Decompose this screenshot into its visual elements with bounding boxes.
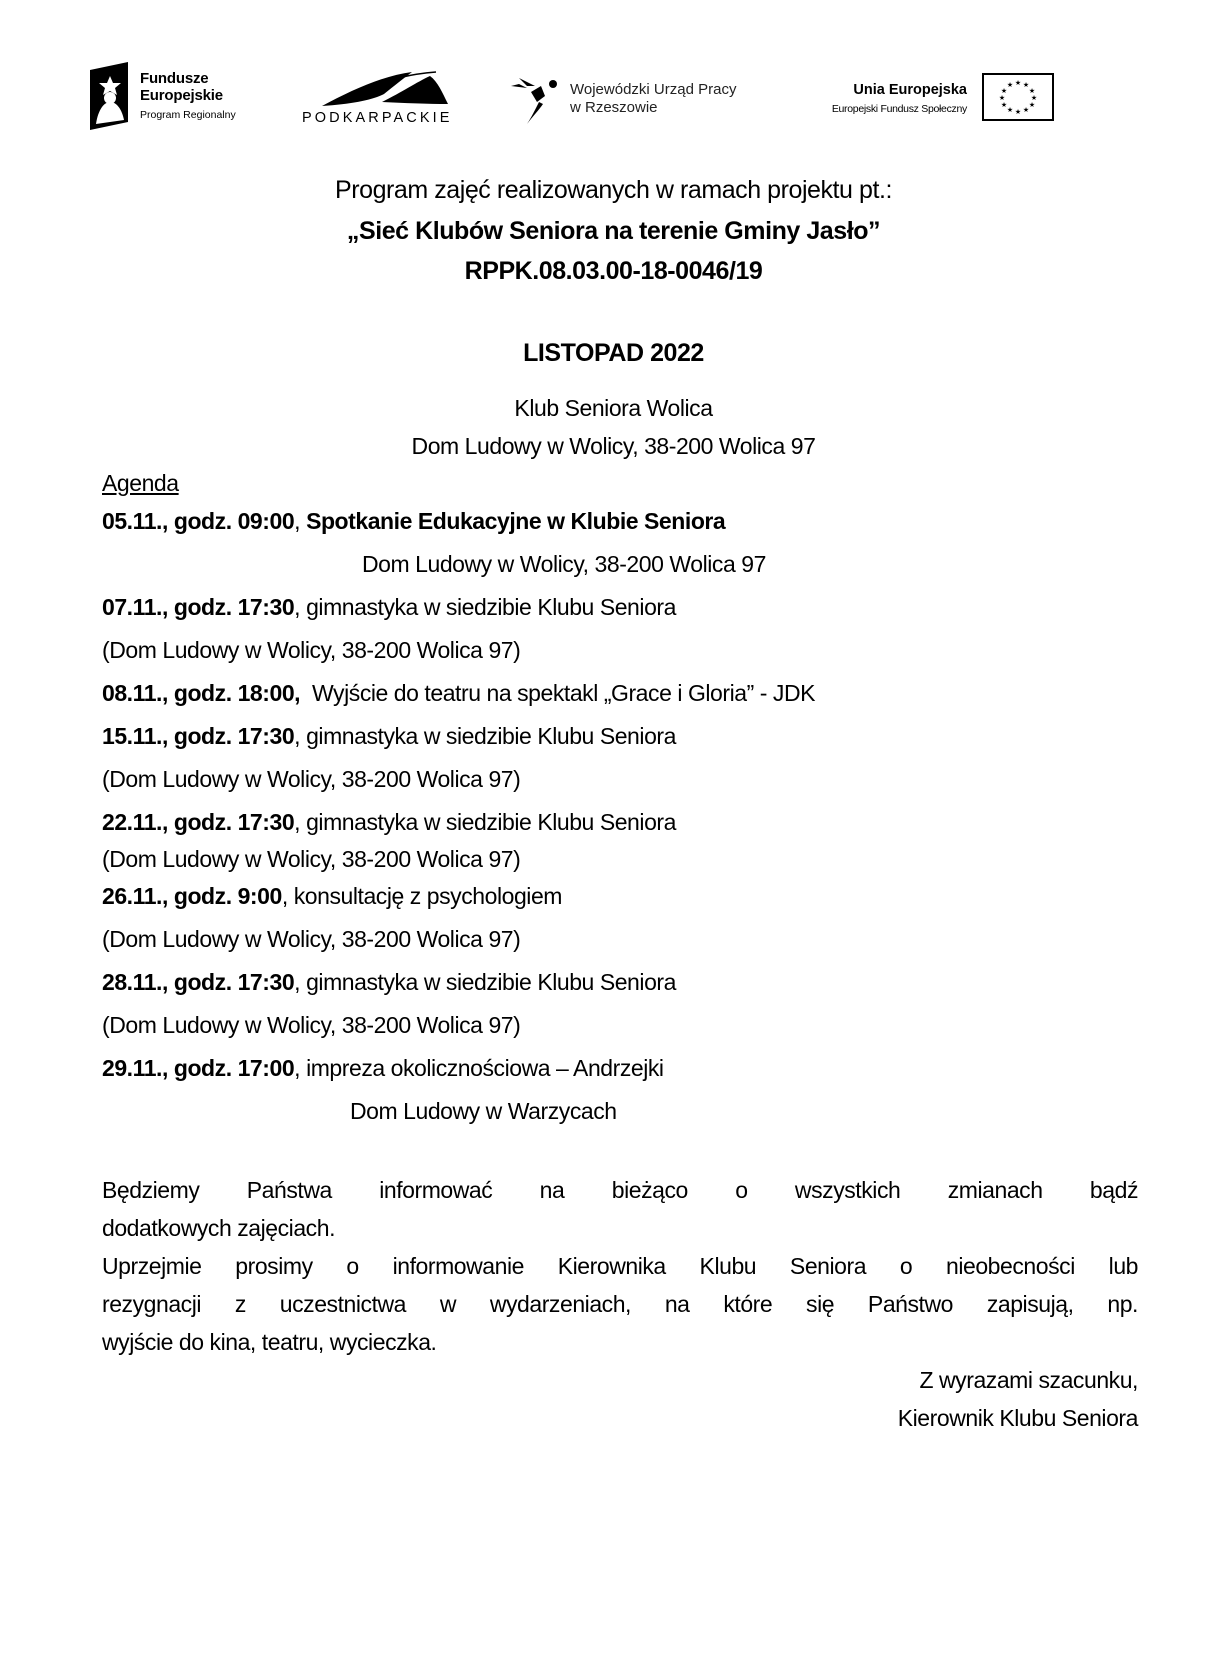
agenda-item-05-11 xyxy=(102,507,725,535)
signature-closing: Z wyrazami szacunku, xyxy=(919,1367,1138,1393)
fundusze-europejskie-flag-icon xyxy=(90,62,132,130)
agenda-item-when: 07.11., godz. 17:30 xyxy=(102,594,295,620)
agenda-item-where: (Dom Ludowy w Wolicy, 38-200 Wolica 97) xyxy=(102,637,521,663)
agenda-item-07-11 xyxy=(102,593,676,621)
svg-text:★: ★ xyxy=(1000,101,1008,109)
logo-podkarpackie xyxy=(300,66,460,128)
agenda-item-08-11 xyxy=(102,679,815,707)
logo-pk-text: PODKARPACKIE xyxy=(302,110,453,126)
note-2-line-1: Uprzejmie prosimy o informowanie Kierownika Klubu Seniora o nieobecności lub xyxy=(102,1253,1138,1279)
agenda-item-when: 08.11., godz. 18:00, xyxy=(102,680,301,706)
agenda-item-when: 29.11., godz. 17:00 xyxy=(102,1055,295,1081)
agenda-item-when: 26.11., godz. 9:00 xyxy=(102,883,282,909)
note-2-line-3: wyjście do kina, teatru, wycieczka. xyxy=(102,1329,437,1355)
signature-signer: Kierownik Klubu Seniora xyxy=(897,1405,1138,1431)
eu-flag-icon xyxy=(982,73,1054,121)
svg-text:★: ★ xyxy=(1028,101,1036,109)
separator: , xyxy=(294,809,307,835)
mountains-icon xyxy=(312,68,462,108)
logo-ue-line1: Unia Europejska xyxy=(853,82,967,98)
separator: , xyxy=(294,723,307,749)
logo-fundusze-europejskie xyxy=(88,60,258,135)
svg-text:★: ★ xyxy=(1006,106,1014,114)
club-address: Dom Ludowy w Wolicy, 38-200 Wolica 97 xyxy=(411,433,816,459)
agenda-item-where: (Dom Ludowy w Wolicy, 38-200 Wolica 97) xyxy=(102,1012,521,1038)
agenda-item-15-11 xyxy=(102,722,676,750)
note-2-line-2: rezygnacji z uczestnictwa w wydarzeniach, na które się Państwo zapisują, np. xyxy=(102,1291,1138,1317)
project-title: „Sieć Klubów Seniora na terenie Gminy Jasło” xyxy=(346,217,881,245)
agenda-heading: Agenda xyxy=(102,470,179,496)
logo-fe-line3: Program Regionalny xyxy=(140,109,236,121)
agenda-item-28-11 xyxy=(102,968,676,996)
agenda-item-where: (Dom Ludowy w Wolicy, 38-200 Wolica 97) xyxy=(102,766,521,792)
svg-text:★: ★ xyxy=(1014,79,1022,87)
separator xyxy=(300,680,312,706)
agenda-item-what: gimnastyka w siedzibie Klubu Seniora xyxy=(306,969,676,995)
note-1-line-1: Będziemy Państwa informować na bieżąco o wszystkich zmianach bądź xyxy=(102,1177,1138,1203)
logo-wup xyxy=(505,72,755,132)
intro-line: Program zajęć realizowanych w ramach projektu pt.: xyxy=(335,176,892,204)
svg-text:★: ★ xyxy=(1000,87,1008,95)
agenda-item-when: 28.11., godz. 17:30 xyxy=(102,969,295,995)
svg-text:★: ★ xyxy=(1028,87,1036,95)
wup-figure-icon xyxy=(509,74,565,126)
agenda-item-where: (Dom Ludowy w Wolicy, 38-200 Wolica 97) xyxy=(102,926,521,952)
agenda-item-what: impreza okolicznościowa – Andrzejki xyxy=(306,1055,664,1081)
svg-text:★: ★ xyxy=(1030,94,1038,102)
agenda-item-26-11 xyxy=(102,882,562,910)
agenda-item-what: gimnastyka w siedzibie Klubu Seniora xyxy=(306,594,676,620)
separator: , xyxy=(294,969,307,995)
logo-ue-line2: Europejski Fundusz Społeczny xyxy=(831,103,967,115)
project-code: RPPK.08.03.00-18-0046/19 xyxy=(464,257,763,285)
agenda-item-when: 22.11., godz. 17:30 xyxy=(102,809,295,835)
logo-fe-line1: Fundusze xyxy=(140,70,209,87)
separator: , xyxy=(281,883,294,909)
agenda-item-what: konsultację z psychologiem xyxy=(293,883,562,909)
agenda-item-what: gimnastyka w siedzibie Klubu Seniora xyxy=(306,723,676,749)
note-1-line-2: dodatkowych zajęciach. xyxy=(102,1215,336,1241)
agenda-item-22-11 xyxy=(102,808,676,836)
agenda-item-when: 05.11., godz. 09:00 xyxy=(102,508,295,534)
agenda-item-when: 15.11., godz. 17:30 xyxy=(102,723,295,749)
separator: , xyxy=(294,1055,307,1081)
agenda-item-what: Spotkanie Edukacyjne w Klubie Seniora xyxy=(306,508,726,534)
svg-text:★: ★ xyxy=(1006,81,1014,89)
logo-fe-line2: Europejskie xyxy=(140,87,223,104)
agenda-item-29-11 xyxy=(102,1054,664,1082)
month-heading: LISTOPAD 2022 xyxy=(523,339,704,367)
agenda-item-what: gimnastyka w siedzibie Klubu Seniora xyxy=(306,809,676,835)
separator: , xyxy=(294,508,307,534)
svg-text:★: ★ xyxy=(998,94,1006,102)
svg-text:★: ★ xyxy=(1022,81,1030,89)
agenda-item-what: Wyjście do teatru na spektakl „Grace i Gloria” - JDK xyxy=(312,680,816,706)
svg-text:★: ★ xyxy=(1014,108,1022,116)
agenda-item-where: (Dom Ludowy w Wolicy, 38-200 Wolica 97) xyxy=(102,846,521,872)
agenda-item-where: Dom Ludowy w Wolicy, 38-200 Wolica 97 xyxy=(362,551,766,577)
logo-wup-line1: Wojewódzki Urząd Pracy xyxy=(570,81,737,98)
separator: , xyxy=(294,594,307,620)
logo-wup-line2: w Rzeszowie xyxy=(570,99,658,116)
club-name: Klub Seniora Wolica xyxy=(514,395,713,421)
svg-text:★: ★ xyxy=(1022,106,1030,114)
eu-stars-icon xyxy=(984,75,1052,119)
logo-unia-europejska xyxy=(790,72,975,127)
agenda-item-where: Dom Ludowy w Warzycach xyxy=(350,1098,617,1124)
